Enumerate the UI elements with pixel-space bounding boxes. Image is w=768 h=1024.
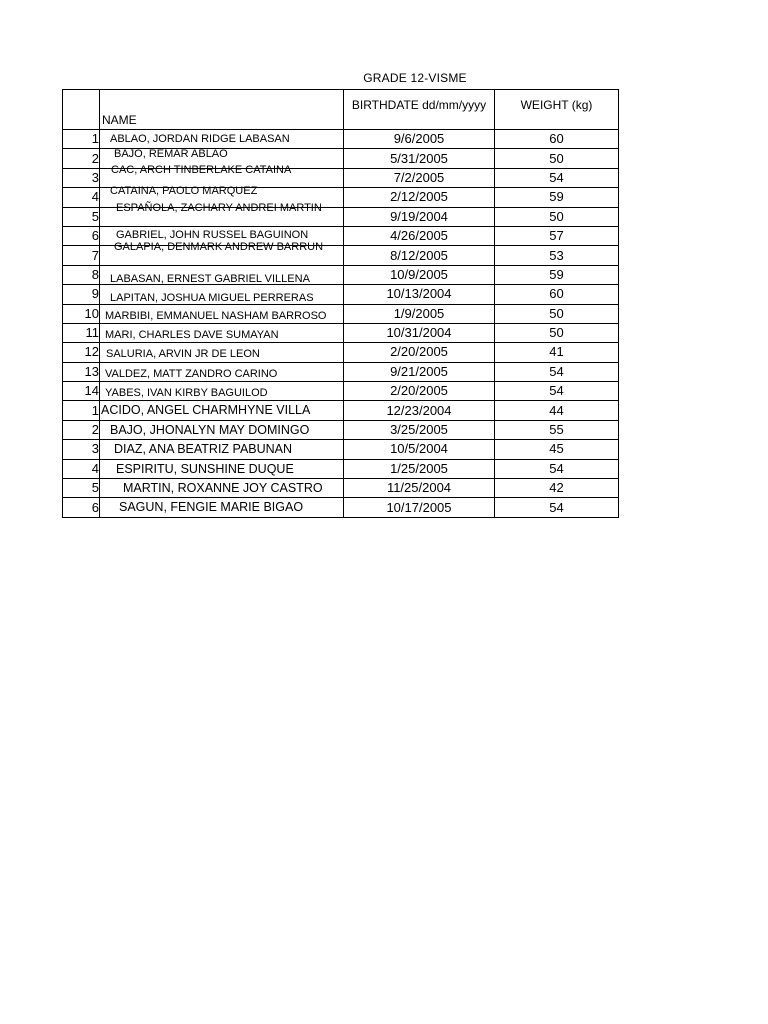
name-cell bbox=[100, 304, 344, 323]
weight-cell: 57 bbox=[495, 226, 619, 245]
student-name: BAJO, JHONALYN MAY DOMINGO bbox=[110, 422, 310, 437]
student-name: MARBIBI, EMMANUEL NASHAM BARROSO bbox=[105, 309, 327, 322]
row-number-cell: 5 bbox=[63, 207, 100, 226]
weight-cell: 60 bbox=[495, 285, 619, 304]
student-name: LAPITAN, JOSHUA MIGUEL PERRERAS bbox=[110, 292, 314, 305]
birthdate-cell: 1/25/2005 bbox=[344, 459, 495, 478]
student-name: ACIDO, ANGEL CHARMHYNE VILLA bbox=[101, 403, 311, 418]
name-cell bbox=[100, 479, 344, 498]
table-header-row bbox=[63, 90, 619, 130]
weight-cell: 59 bbox=[495, 188, 619, 207]
name-cell bbox=[100, 440, 344, 459]
student-name: SAGUN, FENGIE MARIE BIGAO bbox=[119, 500, 304, 515]
birthdate-cell: 7/2/2005 bbox=[344, 168, 495, 187]
table-row bbox=[63, 343, 619, 362]
table-row bbox=[63, 479, 619, 498]
student-name: CATAINA, PAOLO MARQUEZ bbox=[110, 185, 258, 198]
table-row bbox=[63, 207, 619, 226]
name-cell bbox=[100, 420, 344, 439]
name-cell bbox=[100, 343, 344, 362]
student-table bbox=[62, 89, 619, 518]
number-column-header bbox=[63, 90, 100, 130]
weight-cell: 54 bbox=[495, 382, 619, 401]
table-row bbox=[63, 382, 619, 401]
name-column-header: NAME bbox=[100, 90, 344, 130]
table-row bbox=[63, 420, 619, 439]
student-name: DIAZ, ANA BEATRIZ PABUNAN bbox=[114, 442, 293, 457]
table-row bbox=[63, 498, 619, 517]
row-number-cell: 7 bbox=[63, 246, 100, 265]
name-cell bbox=[100, 323, 344, 342]
student-name: SALURIA, ARVIN JR DE LEON bbox=[106, 348, 260, 361]
birthdate-cell: 10/5/2004 bbox=[344, 440, 495, 459]
birthdate-cell: 10/13/2004 bbox=[344, 285, 495, 304]
name-cell bbox=[100, 498, 344, 517]
student-name: LABASAN, ERNEST GABRIEL VILLENA bbox=[110, 272, 310, 285]
table-row bbox=[63, 459, 619, 478]
birthdate-cell: 9/6/2005 bbox=[344, 130, 495, 149]
table-row bbox=[63, 401, 619, 420]
name-cell bbox=[100, 459, 344, 478]
weight-cell: 50 bbox=[495, 323, 619, 342]
weight-cell: 55 bbox=[495, 420, 619, 439]
table-row bbox=[63, 323, 619, 342]
birthdate-cell: 4/26/2005 bbox=[344, 226, 495, 245]
birthdate-cell: 2/20/2005 bbox=[344, 382, 495, 401]
row-number-cell: 1 bbox=[63, 130, 100, 149]
name-cell bbox=[100, 241, 344, 265]
weight-cell: 50 bbox=[495, 207, 619, 226]
weight-cell: 54 bbox=[495, 459, 619, 478]
row-number-cell: 1 bbox=[63, 401, 100, 420]
weight-column-header: WEIGHT (kg) bbox=[495, 90, 619, 130]
birthdate-cell: 9/19/2004 bbox=[344, 207, 495, 226]
birthdate-cell: 9/21/2005 bbox=[344, 362, 495, 381]
weight-cell: 50 bbox=[495, 304, 619, 323]
row-number-cell: 6 bbox=[63, 498, 100, 517]
student-name: YABES, IVAN KIRBY BAGUILOD bbox=[105, 387, 268, 400]
name-cell bbox=[100, 362, 344, 381]
student-name: GABRIEL, JOHN RUSSEL BAGUINON bbox=[116, 228, 309, 241]
student-name: MARTIN, ROXANNE JOY CASTRO bbox=[123, 481, 323, 496]
row-number-cell: 4 bbox=[63, 459, 100, 478]
weight-cell: 54 bbox=[495, 168, 619, 187]
row-number-cell: 4 bbox=[63, 188, 100, 207]
birthdate-cell: 2/20/2005 bbox=[344, 343, 495, 362]
birthdate-cell: 3/25/2005 bbox=[344, 420, 495, 439]
birthdate-column-header: BIRTHDATE dd/mm/yyyy bbox=[344, 90, 495, 130]
row-number-cell: 12 bbox=[63, 343, 100, 362]
row-number-cell: 14 bbox=[63, 382, 100, 401]
table-row bbox=[63, 265, 619, 284]
birthdate-cell: 10/17/2005 bbox=[344, 498, 495, 517]
sheet-title: GRADE 12-VISME bbox=[363, 71, 467, 85]
birthdate-cell: 10/9/2005 bbox=[344, 265, 495, 284]
name-cell bbox=[100, 265, 344, 284]
birthdate-cell: 8/12/2005 bbox=[344, 246, 495, 265]
name-cell bbox=[100, 285, 344, 304]
row-number-cell: 3 bbox=[63, 440, 100, 459]
student-name: GALAPIA, DENMARK ANDREW BARRUN bbox=[114, 241, 324, 254]
birthdate-cell: 5/31/2005 bbox=[344, 149, 495, 168]
student-name: VALDEZ, MATT ZANDRO CARINO bbox=[105, 367, 278, 380]
name-cell bbox=[100, 382, 344, 401]
name-cell bbox=[100, 401, 344, 420]
weight-cell: 60 bbox=[495, 130, 619, 149]
weight-cell: 54 bbox=[495, 498, 619, 517]
weight-cell: 41 bbox=[495, 343, 619, 362]
birthdate-cell: 11/25/2004 bbox=[344, 479, 495, 498]
weight-cell: 53 bbox=[495, 246, 619, 265]
weight-cell: 45 bbox=[495, 440, 619, 459]
weight-cell: 54 bbox=[495, 362, 619, 381]
row-number-cell: 10 bbox=[63, 304, 100, 323]
row-number-cell: 3 bbox=[63, 168, 100, 187]
student-name: MARI, CHARLES DAVE SUMAYAN bbox=[105, 328, 279, 341]
birthdate-cell: 2/12/2005 bbox=[344, 188, 495, 207]
student-name: ABLAO, JORDAN RIDGE LABASAN bbox=[110, 133, 290, 145]
table-row bbox=[63, 440, 619, 459]
table-row bbox=[63, 304, 619, 323]
row-number-cell: 2 bbox=[63, 149, 100, 168]
table-row bbox=[63, 362, 619, 381]
row-number-cell: 8 bbox=[63, 265, 100, 284]
row-number-cell: 11 bbox=[63, 323, 100, 342]
birthdate-cell: 1/9/2005 bbox=[344, 304, 495, 323]
weight-cell: 44 bbox=[495, 401, 619, 420]
table-row bbox=[63, 285, 619, 304]
weight-cell: 50 bbox=[495, 149, 619, 168]
row-number-cell: 13 bbox=[63, 362, 100, 381]
row-number-cell: 6 bbox=[63, 226, 100, 245]
student-name: ESPAÑOLA, ZACHARY ANDREI MARTIN bbox=[116, 201, 322, 214]
birthdate-cell: 12/23/2004 bbox=[344, 401, 495, 420]
name-cell bbox=[100, 201, 344, 226]
row-number-cell: 5 bbox=[63, 479, 100, 498]
student-name: CAC, ARCH TINBERLAKE CATAINA bbox=[111, 163, 292, 176]
row-number-cell: 2 bbox=[63, 420, 100, 439]
row-number-cell: 9 bbox=[63, 285, 100, 304]
weight-cell: 59 bbox=[495, 265, 619, 284]
birthdate-cell: 10/31/2004 bbox=[344, 323, 495, 342]
table-row bbox=[63, 246, 619, 265]
student-name: ESPIRITU, SUNSHINE DUQUE bbox=[116, 461, 294, 476]
student-name: BAJO, REMAR ABLAO bbox=[114, 148, 228, 161]
weight-cell: 42 bbox=[495, 479, 619, 498]
